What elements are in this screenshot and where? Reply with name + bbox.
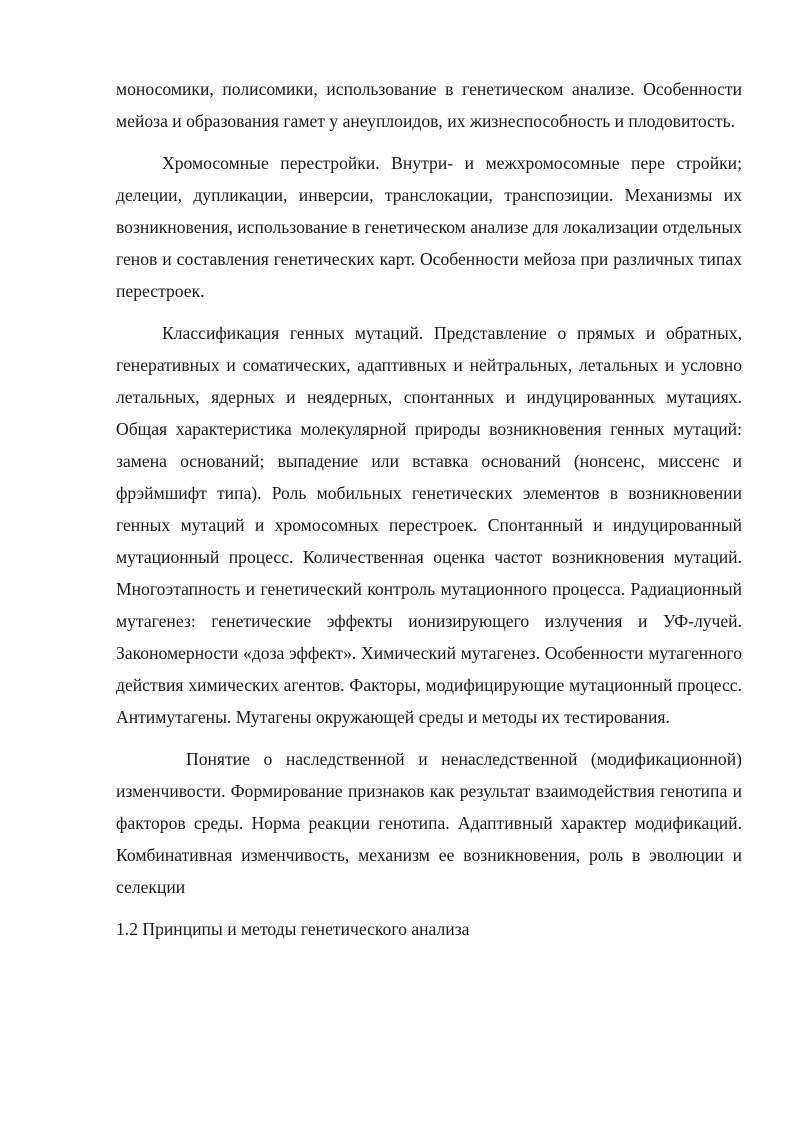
section-heading: 1.2 Принципы и методы генетического анализа (116, 919, 470, 939)
paragraph-chromosome-rearrangements: Хромосомные перестройки. Внутри- и межхромосомные пере стройки; делеции, дупликации, инверсии, транслокации, транспозиции. Механизмы их возникновения, использование в генетическом анализе для локализации отдельных генов и составления генетических карт. Особенности мейоза при различных типах перестроек. (116, 153, 743, 301)
paragraph-variability: Понятие о наследственной и ненаследственной (модификационной) изменчивости. Формирование признаков как результат взаимодействия генотипа и факторов среды. Норма реакции генотипа. Адаптивный характер модификаций. Комбинативная изменчивость, механизм ее возникновения, роль в эволюции и селекции (116, 749, 742, 897)
paragraph-gene-mutations: Классификация генных мутаций. Представление о прямых и обратных, генеративных и соматических, адаптивных и нейтральных, летальных и условно летальных, ядерных и неядерных, спонтанных и индуцированных мутациях. Общая характеристика молекулярной природы возникновения генных мутаций: замена оснований; выпадение или вставка оснований (нонсенс, миссенс и фрэймшифт типа). Роль мобильных генетических элементов в возникновении генных мутаций и хромосомных перестроек. Спонтанный и индуцированный мутационный процесс. Количественная оценка частот возникновения мутаций. Многоэтапность и генетический контроль мутационного процесса. Радиационный мутагенез: генетические эффекты ионизирующего излучения и УФ-лучей. Закономерности «доза эффект». Химический мутагенез. Особенности мутагенного действия химических агентов. Факторы, модифицирующие мутационный процесс. Антимутагены. Мутагены окружающей среды и методы их тестирования. (116, 323, 742, 727)
paragraph-aneuploidy: моносомики, полисомики, использование в генетическом анализе. Особенности мейоза и образования гамет у анеуплоидов, их жизнеспособность и плодовитость. (116, 79, 742, 131)
page-body (116, 73, 742, 945)
